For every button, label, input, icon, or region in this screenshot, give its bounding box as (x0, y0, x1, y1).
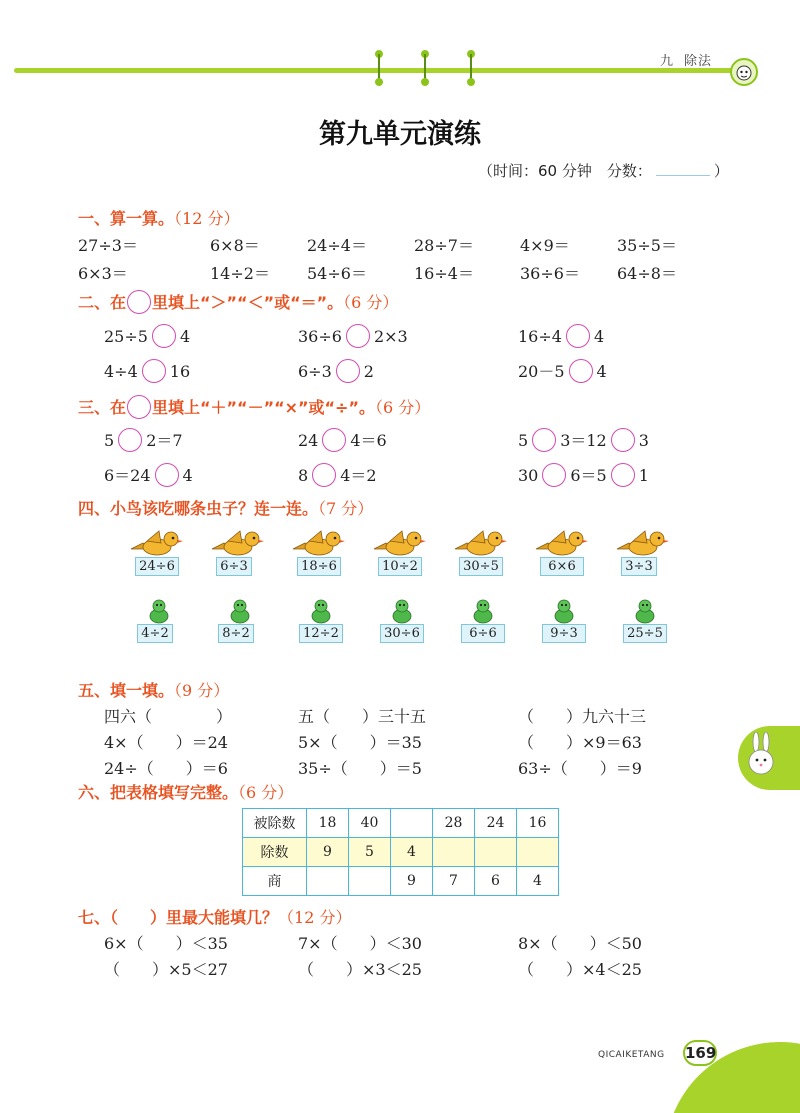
table-row (243, 809, 559, 838)
bird-icon (453, 527, 509, 559)
expr-part: 8 (298, 466, 309, 485)
operator-problem (298, 428, 387, 452)
inequality-problem[interactable]: （ ）×4＜25 (518, 960, 642, 979)
table-cell[interactable]: 4 (517, 867, 559, 896)
section-6-title: 六、把表格填写完整。（6 分） (78, 783, 294, 802)
fill-problem[interactable]: 4×（ ）＝24 (104, 733, 228, 752)
worm-label[interactable]: 30÷6 (380, 624, 424, 643)
operator-problem (518, 428, 649, 452)
fill-problem[interactable]: （ ）×9＝63 (518, 733, 642, 752)
table-cell[interactable]: 18 (307, 809, 349, 838)
worm-label[interactable]: 12÷2 (299, 624, 343, 643)
arithmetic-problem: 14÷2＝ (210, 264, 270, 283)
expr-part: 1 (638, 466, 649, 485)
bird-icon (129, 527, 185, 559)
answer-circle[interactable] (532, 428, 556, 452)
expr-part: 30 (518, 466, 539, 485)
chapter-label: 九 除法 (660, 54, 713, 69)
arithmetic-problem: 16÷4＝ (414, 264, 474, 283)
worm-icon (309, 598, 333, 624)
answer-circle[interactable] (152, 324, 176, 348)
expr-left: 6÷3 (298, 362, 332, 381)
worm-label[interactable]: 6÷6 (461, 624, 505, 643)
section-3-title: 三、在 里填上“＋”“－”“×”或“÷”。（6 分） (78, 395, 430, 419)
expr-part: 4＝2 (340, 466, 377, 485)
expr-part: 3＝12 (560, 431, 607, 450)
worm-label[interactable]: 9÷3 (542, 624, 586, 643)
compare-problem (104, 359, 190, 383)
answer-circle[interactable] (155, 463, 179, 487)
expr-part: 6＝24 (104, 466, 151, 485)
table-cell[interactable] (349, 867, 391, 896)
expr-left: 20－5 (518, 362, 565, 381)
expr-part: 4＝6 (350, 431, 387, 450)
circle-icon (127, 290, 151, 314)
worm-icon (471, 598, 495, 624)
score-blank[interactable] (656, 175, 710, 176)
compare-problem (298, 324, 408, 348)
expr-part: 3 (638, 431, 649, 450)
expr-part: 6＝5 (570, 466, 607, 485)
arithmetic-problem: 35÷5＝ (617, 236, 677, 255)
worm-icon (390, 598, 414, 624)
arithmetic-problem: 36÷6＝ (520, 264, 580, 283)
table-cell[interactable]: 24 (475, 809, 517, 838)
answer-circle[interactable] (611, 463, 635, 487)
operator-problem (104, 463, 193, 487)
table-cell[interactable] (517, 838, 559, 867)
answer-circle[interactable] (312, 463, 336, 487)
worm-icon (552, 598, 576, 624)
arithmetic-problem: 54÷6＝ (307, 264, 367, 283)
inequality-problem[interactable]: 7×（ ）＜30 (298, 934, 422, 953)
expr-part: 5 (518, 431, 529, 450)
section-7-title: 七、（ ）里最大能填几？（12 分） (78, 908, 352, 927)
compare-problem (518, 324, 604, 348)
compare-problem (298, 359, 374, 383)
binder-ring-icon (375, 50, 383, 86)
fill-problem[interactable]: 五（ ）三十五 (298, 707, 427, 726)
binder-ring-icon (467, 50, 475, 86)
inequality-problem[interactable]: 8×（ ）＜50 (518, 934, 642, 953)
expr-part: 2＝7 (146, 431, 183, 450)
side-tab (738, 726, 800, 790)
operator-problem (298, 463, 377, 487)
bird-label[interactable]: 30÷5 (459, 557, 503, 576)
circle-icon (127, 395, 151, 419)
expr-right: 16 (169, 362, 191, 381)
arithmetic-problem: 27÷3＝ (78, 236, 138, 255)
fill-problem[interactable]: （ ）九六十三 (518, 707, 647, 726)
bird-label[interactable]: 10÷2 (378, 557, 422, 576)
worm-icon (228, 598, 252, 624)
table-cell[interactable] (475, 838, 517, 867)
table-cell[interactable]: 4 (391, 838, 433, 867)
inequality-problem[interactable]: （ ）×3＜25 (298, 960, 422, 979)
table-cell[interactable] (391, 809, 433, 838)
arithmetic-problem: 6×8＝ (210, 236, 260, 255)
operator-problem (104, 428, 183, 452)
table-row (243, 867, 559, 896)
table-row-header: 除数 (243, 838, 307, 867)
bird-icon (291, 527, 347, 559)
section-5-title: 五、填一填。（9 分） (78, 681, 230, 700)
inequality-problem[interactable]: （ ）×5＜27 (104, 960, 228, 979)
arithmetic-problem: 6×3＝ (78, 264, 128, 283)
table-cell[interactable]: 5 (349, 838, 391, 867)
binder-ring-icon (421, 50, 429, 86)
page-number: 169 (683, 1040, 717, 1066)
answer-circle[interactable] (118, 428, 142, 452)
section-4-title: 四、小鸟该吃哪条虫子？连一连。（7 分） (78, 499, 374, 518)
compare-problem (104, 324, 190, 348)
section-2-title: 二、在 里填上“＞”“＜”或“＝”。（6 分） (78, 290, 398, 314)
answer-circle[interactable] (569, 359, 593, 383)
worm-label[interactable]: 4÷2 (137, 624, 173, 643)
footer-brand: QICAIKETANG (598, 1050, 665, 1060)
expr-part: 5 (104, 431, 115, 450)
worm-icon (147, 598, 171, 624)
fill-problem[interactable]: 四六（ ） (104, 707, 233, 726)
page-title: 第九单元演练 (319, 119, 481, 150)
worm-label[interactable]: 8÷2 (218, 624, 254, 643)
bird-label[interactable]: 18÷6 (297, 557, 341, 576)
inequality-problem[interactable]: 6×（ ）＜35 (104, 934, 228, 953)
bird-icon (534, 527, 590, 559)
table-cell[interactable]: 40 (349, 809, 391, 838)
arithmetic-problem: 28÷7＝ (414, 236, 474, 255)
table-row (243, 838, 559, 867)
section-1-title: 一、算一算。（12 分） (78, 209, 240, 228)
worm-label[interactable]: 25÷5 (623, 624, 667, 643)
expr-right: 4 (179, 327, 191, 346)
table-cell[interactable]: 28 (433, 809, 475, 838)
bird-icon (615, 527, 671, 559)
expr-right: 4 (596, 362, 607, 381)
operator-problem (518, 463, 649, 487)
answer-circle[interactable] (336, 359, 360, 383)
mascot-badge-icon (730, 58, 758, 86)
answer-circle[interactable] (542, 463, 566, 487)
worm-icon (633, 598, 657, 624)
expr-right: 2 (363, 362, 374, 381)
fill-problem[interactable]: 63÷（ ）＝9 (518, 759, 642, 778)
table-row-header: 被除数 (243, 809, 307, 838)
fill-problem[interactable]: 35÷（ ）＝5 (298, 759, 422, 778)
expr-right: 4 (593, 327, 605, 346)
expr-left: 36÷6 (298, 327, 342, 346)
expr-left: 25÷5 (104, 327, 148, 346)
answer-circle[interactable] (346, 324, 370, 348)
bunny-icon (742, 732, 782, 778)
table-cell[interactable]: 16 (517, 809, 559, 838)
answer-circle[interactable] (142, 359, 166, 383)
table-row-header: 商 (243, 867, 307, 896)
bird-label[interactable]: 6÷3 (216, 557, 252, 576)
expr-left: 4÷4 (104, 362, 138, 381)
expr-left: 16÷4 (518, 327, 562, 346)
expr-part: 24 (298, 431, 319, 450)
table-cell[interactable] (307, 867, 349, 896)
bird-label[interactable]: 3÷3 (621, 557, 657, 576)
bird-icon (372, 527, 428, 559)
table-cell[interactable]: 9 (391, 867, 433, 896)
arithmetic-problem: 64÷8＝ (617, 264, 677, 283)
answer-circle[interactable] (566, 324, 590, 348)
answer-circle[interactable] (322, 428, 346, 452)
division-table (242, 808, 559, 896)
table-cell[interactable]: 6 (475, 867, 517, 896)
expr-right: 2×3 (373, 327, 408, 346)
arithmetic-problem: 24÷4＝ (307, 236, 367, 255)
fill-problem[interactable]: 24÷（ ）＝6 (104, 759, 228, 778)
table-cell[interactable] (433, 838, 475, 867)
table-cell[interactable]: 7 (433, 867, 475, 896)
fill-problem[interactable]: 5×（ ）＝35 (298, 733, 422, 752)
arithmetic-problem: 4×9＝ (520, 236, 570, 255)
expr-part: 4 (182, 466, 193, 485)
table-cell[interactable]: 9 (307, 838, 349, 867)
bird-label[interactable]: 6×6 (540, 557, 584, 576)
answer-circle[interactable] (611, 428, 635, 452)
bird-label[interactable]: 24÷6 (135, 557, 179, 576)
bird-icon (210, 527, 266, 559)
compare-problem (518, 359, 607, 383)
time-score-line: （时间：60 分钟 分数： ） (478, 162, 729, 180)
